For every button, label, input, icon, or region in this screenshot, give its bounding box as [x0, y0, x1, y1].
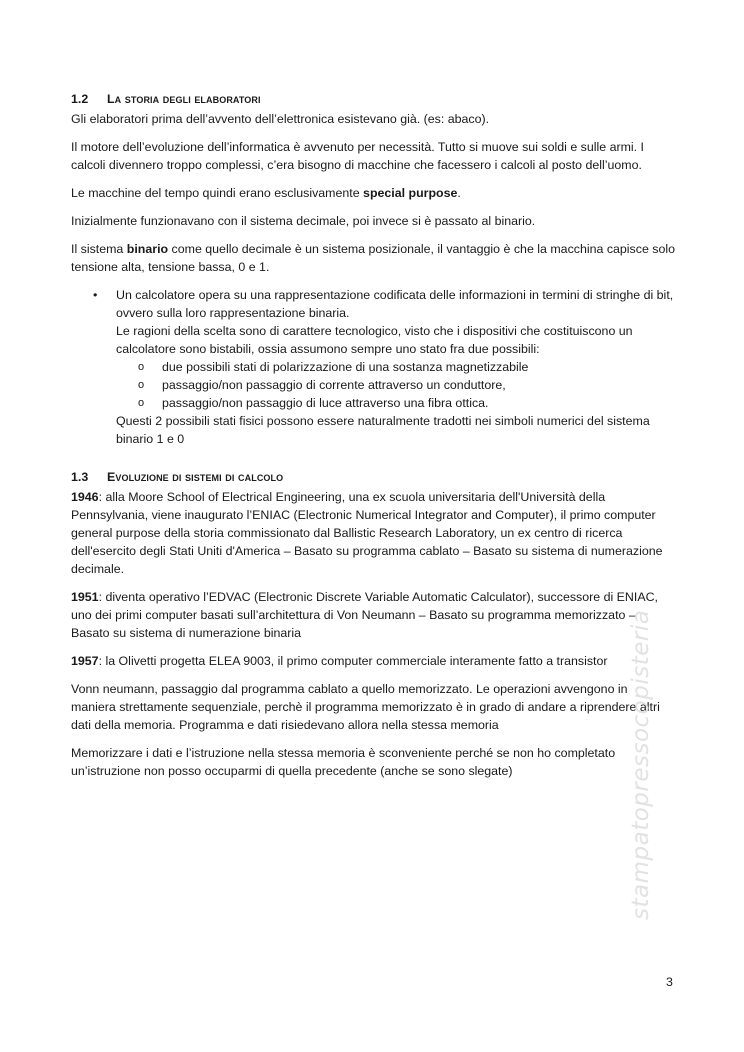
section-title: Evoluzione di sistemi di calcolo — [107, 470, 284, 484]
circle-bullet-icon: o — [138, 397, 145, 409]
bold-term: binario — [126, 242, 169, 256]
text-span: Le macchine del tempo quindi erano esclusivamente — [71, 186, 364, 200]
sub-item-text: due possibili stati di polarizzazione di una sostanza magnetizzabile — [162, 360, 529, 374]
section-number: 1.2 — [71, 92, 89, 106]
bullet-reasons-text: Le ragioni della scelta sono di carattere tecnologico, visto che i dispositivi che costituiscono un calcolatore sono bistabili, ossia assumono sempre uno stato fra due possibili: — [116, 324, 633, 356]
section-heading-1-2 — [71, 90, 675, 108]
watermark: stampatopressocopisteria — [628, 609, 654, 920]
year-label: 1946 — [71, 490, 99, 504]
circle-bullet-icon: o — [138, 361, 145, 373]
section-title: La storia degli elaboratori — [107, 92, 261, 106]
sub-list-item — [116, 394, 675, 412]
text-span: Il sistema — [71, 242, 127, 256]
paragraph-memoria: Memorizzare i dati e l’istruzione nella stessa memoria è sconveniente perché se non ho completato un’istruzione non posso occuparmi di quella precedente (anche se sono slegate) — [71, 746, 616, 778]
paragraph-motore: Il motore dell’evoluzione dell’informatica è avvenuto per necessità. Tutto si muove sui soldi e sulle armi. I calcoli divennero troppo complessi, c’era bisogno di macchine che facessero i calcoli al posto dell’uomo. — [71, 140, 644, 172]
paragraph-intro: Gli elaboratori prima dell’avvento dell’elettronica esistevano già. (es: abaco). — [71, 112, 490, 126]
paragraph-decimale: Inizialmente funzionavano con il sistema decimale, poi invece si è passato al binario. — [71, 214, 536, 228]
bold-term: special purpose — [363, 186, 458, 200]
text-span: : diventa operativo l’EDVAC (Electronic Discrete Variable Automatic Calculator), successore di ENIAC, uno dei primi computer basati sull’architettura di Von Neumann – Basato su programma memorizzato – Basato su sistema di numerazione binaria — [71, 590, 658, 640]
text-span: : alla Moore School of Electrical Engineering, una ex scuola universitaria dell'Università della Pennsylvania, viene inaugurato l’ENIAC (Electronic Numerical Integrator and Computer), il primo computer general purpose della storia commissionato dal Ballistic Research Laboratory, un ex centro di ricerca dell'esercito degli Stati Uniti d'America – Basato su programma cablato – Basato su sistema di numerazione decimale. — [71, 490, 663, 576]
text-span: come quello decimale è un sistema posizionale, il vantaggio è che la macchina capisce solo tensione alta, tensione bassa, 0 e 1. — [71, 242, 676, 274]
paragraph-binario — [71, 240, 675, 276]
sub-list — [116, 358, 675, 412]
sub-list-item — [116, 358, 675, 376]
text-span: : la Olivetti progetta ELEA 9003, il primo computer commerciale interamente fatto a transistor — [98, 654, 608, 668]
sub-item-text: passaggio/non passaggio di corrente attraverso un conduttore, — [162, 378, 506, 392]
bullet-main-text: Un calcolatore opera su una rappresentazione codificata delle informazioni in termini di stringhe di bit, ovvero sulla loro rappresentazione binaria. — [116, 288, 674, 320]
sub-list-item — [116, 376, 675, 394]
paragraph-von-neumann: Vonn neumann, passaggio dal programma cablato a quello memorizzato. Le operazioni avvengono in maniera strettamente sequenziale, perchè il programma memorizzato è in grado di andare a riprendere altri dati della memoria. Programma e dati risiedevano allora nella stessa memoria — [71, 682, 660, 732]
sub-item-text: passaggio/non passaggio di luce attraverso una fibra ottica. — [162, 396, 489, 410]
bullet-list-item — [71, 286, 675, 448]
circle-bullet-icon: o — [138, 379, 145, 391]
year-label: 1951 — [71, 590, 99, 604]
paragraph-special-purpose — [71, 184, 675, 202]
text-span: . — [457, 186, 461, 200]
bullet-icon: • — [93, 288, 98, 302]
document-page — [71, 90, 675, 790]
bullet-end-text: Questi 2 possibili stati fisici possono essere naturalmente tradotti nei simboli numerici del sistema binario 1 e 0 — [116, 414, 650, 446]
year-label: 1957 — [71, 654, 99, 668]
paragraph-1946 — [71, 488, 675, 578]
page-number: 3 — [666, 975, 673, 989]
section-number: 1.3 — [71, 470, 89, 484]
section-heading-1-3 — [71, 468, 675, 486]
paragraph-1951 — [71, 588, 675, 642]
paragraph-1957 — [71, 652, 675, 670]
